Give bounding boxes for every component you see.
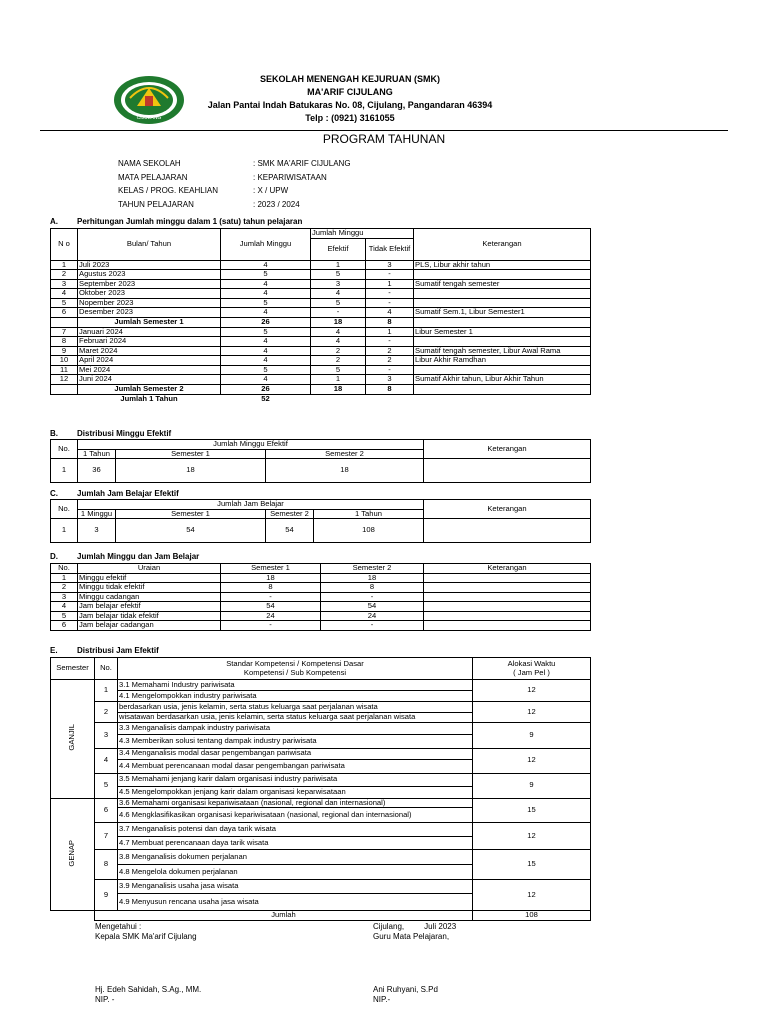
cell-month: April 2024 (78, 356, 221, 366)
cell-hours: 15 (473, 798, 591, 823)
cell-year: 36 (78, 459, 116, 483)
identity-label: TAHUN PELAJARAN (118, 199, 194, 209)
cell-month: Juni 2024 (78, 375, 221, 385)
cell-notes (414, 365, 591, 375)
cell-notes (424, 592, 591, 602)
table-row (51, 337, 591, 347)
table-row (51, 375, 591, 385)
cell-effective: 5 (311, 298, 366, 308)
cell-not-effective: 3 (366, 375, 414, 385)
cell-weeks: 5 (221, 270, 311, 280)
table-row (51, 365, 591, 375)
cell-notes: Sumatif tengah semester, Libur Awal Rama (414, 346, 591, 356)
cell-notes (424, 583, 591, 593)
cell-effective: 3 (311, 279, 366, 289)
table-row (51, 346, 591, 356)
cell-semester-2: - (321, 621, 424, 631)
cell-weeks: 4 (221, 375, 311, 385)
cell-notes: Sumatif Sem.1, Libur Semester1 (414, 308, 591, 318)
cell-competency: 3.7 Menganalisis potensi dan daya tarik wisata (118, 823, 473, 837)
cell-no: 1 (51, 459, 78, 483)
cell-notes: Libur Akhir Ramdhan (414, 356, 591, 366)
cell-notes (424, 611, 591, 621)
cell-notes (414, 337, 591, 347)
col-header-no: No. (51, 500, 78, 519)
school-logo-icon (112, 74, 186, 126)
cell-no: 5 (95, 773, 118, 798)
cell-month: Maret 2024 (78, 346, 221, 356)
section-title: Distribusi Minggu Efektif (77, 429, 172, 438)
cell-not-effective: 2 (366, 356, 414, 366)
identity-label: NAMA SEKOLAH (118, 159, 181, 168)
table-row (51, 583, 591, 593)
cell-no: 4 (95, 748, 118, 773)
table-row (51, 611, 591, 621)
cell-notes (414, 270, 591, 280)
cell-description: Jam belajar cadangan (78, 621, 221, 631)
col-header-week: 1 Minggu (78, 509, 116, 519)
section-d-heading (50, 552, 199, 561)
table-row (51, 298, 591, 308)
weeks-table (50, 228, 591, 404)
cell-weeks: 4 (221, 337, 311, 347)
cell-no: 9 (51, 346, 78, 356)
cell-description: Jam belajar tidak efektif (78, 611, 221, 621)
cell-semester-2: 54 (321, 602, 424, 612)
table-row (51, 308, 591, 318)
col-header-notes: Keterangan (424, 564, 591, 574)
col-header-semester-1: Semester 1 (116, 509, 266, 519)
total-hours: 108 (473, 911, 591, 921)
identity-value: : X / UPW (253, 186, 289, 195)
cell-semester-2: 18 (321, 573, 424, 583)
cell-no: 4 (51, 602, 78, 612)
cell-no: 11 (51, 365, 78, 375)
semester-genap-label: GENAP (67, 839, 77, 867)
col-header-effective: Efektif (311, 238, 366, 260)
cell-description: Minggu cadangan (78, 592, 221, 602)
signature-right-role: Guru Mata Pelajaran, (373, 932, 450, 941)
cell-effective: 4 (311, 337, 366, 347)
cell-hours: 9 (473, 773, 591, 798)
col-header-no: No. (51, 440, 78, 459)
signature-left-nip: NIP. - (95, 995, 115, 1004)
cell-semester-1: 24 (221, 611, 321, 621)
table-row (51, 279, 591, 289)
col-header-semester-2: Semester 2 (266, 449, 424, 459)
cell-competency: 3.4 Menganalisis modal dasar pengembangan pariwisata (118, 748, 473, 759)
header-allocation-line-2: ( Jam Pel ) (513, 667, 550, 677)
table-row (51, 356, 591, 366)
cell-weeks: 4 (221, 279, 311, 289)
col-header-semester: Semester (51, 658, 95, 680)
col-header-semester-1: Semester 1 (221, 564, 321, 574)
cell-notes (424, 573, 591, 583)
cell-semester-1: 54 (221, 602, 321, 612)
effective-weeks-table (50, 439, 591, 483)
cell-notes (414, 289, 591, 299)
col-header-weeks-group: Jumlah Minggu (311, 229, 414, 239)
cell-sub-competency: 4.6 Mengklasifikasikan organisasi kepariwisataan (nasional, regional dan internasional) (118, 808, 473, 823)
cell-semester-2: 54 (266, 519, 314, 543)
cell-no: 3 (95, 722, 118, 748)
col-header-weeks: Jumlah Minggu (221, 229, 311, 261)
identity-label: MATA PELAJARAN (118, 172, 188, 182)
cell-description: Minggu efektif (78, 573, 221, 583)
section-e-heading (50, 646, 159, 655)
cell-no: 3 (51, 279, 78, 289)
col-header-month: Bulan/ Tahun (78, 229, 221, 261)
cell-notes: Libur Semester 1 (414, 327, 591, 337)
cell-not-effective: 1 (366, 279, 414, 289)
cell-hours: 12 (473, 748, 591, 773)
cell-competency: 3.3 Menganalisis dampak industry pariwisata (118, 722, 473, 734)
cell-semester-1: 54 (116, 519, 266, 543)
semester-1-total-weeks: 26 (221, 317, 311, 327)
table-row (51, 702, 591, 713)
section-title: Jumlah Minggu dan Jam Belajar (77, 552, 200, 561)
cell-week: 3 (78, 519, 116, 543)
cell-month: Agustus 2023 (78, 270, 221, 280)
cell-month: September 2023 (78, 279, 221, 289)
signature-left-name: Hj. Edeh Sahidah, S.Ag., MM. (95, 985, 202, 994)
col-header-not-effective: Tidak Efektif (366, 238, 414, 260)
cell-notes (414, 298, 591, 308)
cell-not-effective: - (366, 365, 414, 375)
table-row (51, 602, 591, 612)
signature-left-caption: Mengetahui : (95, 922, 142, 931)
section-letter: C. (50, 489, 58, 498)
weeks-hours-table (50, 563, 591, 631)
signature-left (95, 922, 201, 1005)
cell-hours: 9 (473, 722, 591, 748)
cell-weeks: 4 (221, 308, 311, 318)
cell-sub-competency: 4.3 Memberikan solusi tentang dampak industry pariwisata (118, 734, 473, 748)
identity-row (118, 157, 351, 171)
signature-place: Cijulang, (373, 922, 405, 931)
identity-value: : KEPARIWISATAAN (253, 172, 327, 182)
col-header-notes: Keterangan (424, 500, 591, 519)
col-header-semester-2: Semester 2 (321, 564, 424, 574)
cell-effective: 5 (311, 365, 366, 375)
cell-no: 10 (51, 356, 78, 366)
semester-1-total-effective: 18 (311, 317, 366, 327)
cell-notes: Sumatif Akhir tahun, Libur Akhir Tahun (414, 375, 591, 385)
cell-hours: 12 (473, 880, 591, 911)
cell-sub-competency: 4.5 Mengelompokkan jenjang karir dalam organisasi keparwisataan (118, 786, 473, 798)
cell-sub-competency: wisatawan berdasarkan usia, jenis kelamin, serta status keluarga saat perjalanan wisata (118, 713, 473, 723)
section-title: Perhitungan Jumlah minggu dalam 1 (satu) tahun pelajaran (77, 217, 303, 226)
cell-sub-competency: 4.8 Mengelola dokumen perjalanan (118, 865, 473, 880)
table-row (51, 823, 591, 837)
section-letter: B. (50, 429, 58, 438)
cell-semester-1: 18 (221, 573, 321, 583)
semester-ganjil-label: GANJIL (67, 724, 77, 751)
cell-not-effective: - (366, 337, 414, 347)
year-total-weeks: 52 (261, 394, 270, 403)
cell-competency: 3.8 Menganalisis dokumen perjalanan (118, 850, 473, 865)
cell-weeks: 4 (221, 289, 311, 299)
col-header-no: N o (51, 229, 78, 261)
cell-effective: 2 (311, 346, 366, 356)
section-c-heading (50, 489, 179, 498)
identity-value: : 2023 / 2024 (253, 199, 300, 209)
cell-no: 1 (95, 680, 118, 702)
col-header-no: No. (51, 564, 78, 574)
col-header-time-allocation (473, 658, 591, 680)
cell-not-effective: 1 (366, 327, 414, 337)
page-title: PROGRAM TAHUNAN (322, 132, 446, 146)
signature-left-role: Kepala SMK Ma'arif Cijulang (95, 932, 197, 941)
cell-notes (424, 621, 591, 631)
col-header-standard (118, 658, 473, 680)
table-row (51, 798, 591, 808)
cell-semester-1: - (221, 621, 321, 631)
table-row (51, 850, 591, 865)
col-header-description: Uraian (78, 564, 221, 574)
col-header-study-hours: Jumlah Jam Belajar (78, 500, 424, 510)
identity-value: : SMK MA'ARIF CIJULANG (253, 159, 351, 168)
table-row (51, 270, 591, 280)
semester-2-total-not-effective: 8 (366, 384, 414, 394)
identity-row (118, 198, 351, 212)
header-standard-line-1: Standar Kompetensi / Kompetensi Dasar (226, 659, 364, 668)
cell-semester-2: - (321, 592, 424, 602)
table-row (51, 748, 591, 759)
cell-hours: 12 (473, 702, 591, 723)
cell-semester-2: 18 (266, 459, 424, 483)
cell-weeks: 4 (221, 260, 311, 270)
logo-text: CIJULANG (136, 115, 162, 121)
table-row (51, 327, 591, 337)
table-row (51, 519, 591, 543)
section-letter: A. (50, 217, 58, 226)
cell-semester-1: 8 (221, 583, 321, 593)
cell-weeks: 5 (221, 298, 311, 308)
cell-competency: berdasarkan usia, jenis kelamin, serta status keluarga saat perjalanan wisata (118, 702, 473, 713)
identity-block (118, 157, 351, 211)
cell-year: 108 (314, 519, 424, 543)
hour-distribution-table (50, 657, 591, 921)
table-row (51, 621, 591, 631)
cell-no: 5 (51, 611, 78, 621)
signature-right-name: Ani Ruhyani, S.Pd (373, 985, 438, 994)
cell-semester-1: 18 (116, 459, 266, 483)
cell-description: Jam belajar efektif (78, 602, 221, 612)
signature-right-nip: NIP.- (373, 995, 391, 1004)
cell-month: Juli 2023 (78, 260, 221, 270)
cell-no: 6 (51, 621, 78, 631)
cell-competency: 3.6 Memahami organisasi kepariwisataan (nasional, regional dan internasional) (118, 798, 473, 808)
col-header-semester-1: Semester 1 (116, 449, 266, 459)
cell-sub-competency: 4.9 Menyusun rencana usaha jasa wisata (118, 894, 473, 911)
col-header-notes: Keterangan (414, 229, 591, 261)
cell-semester-1: - (221, 592, 321, 602)
cell-sub-competency: 4.4 Membuat perencanaan modal dasar pengembangan pariwisata (118, 759, 473, 773)
school-type: SEKOLAH MENENGAH KEJURUAN (SMK) (259, 74, 440, 84)
identity-row (118, 171, 351, 185)
cell-no: 6 (51, 308, 78, 318)
section-title: Jumlah Jam Belajar Efektif (77, 489, 179, 498)
col-header-notes: Keterangan (424, 440, 591, 459)
cell-competency: 3.9 Menganalisis usaha jasa wisata (118, 880, 473, 894)
cell-no: 3 (51, 592, 78, 602)
cell-no: 2 (51, 270, 78, 280)
cell-not-effective: - (366, 298, 414, 308)
cell-effective: 4 (311, 327, 366, 337)
cell-not-effective: - (366, 270, 414, 280)
section-letter: D. (50, 552, 58, 561)
semester-2-total-effective: 18 (311, 384, 366, 394)
cell-competency: 3.5 Memahami jenjang karir dalam organisasi industry pariwisata (118, 773, 473, 786)
table-row (51, 260, 591, 270)
cell-no: 2 (95, 702, 118, 723)
cell-notes (424, 602, 591, 612)
header-allocation-line-1: Alokasi Waktu (507, 659, 556, 668)
semester-1-total-not-effective: 8 (366, 317, 414, 327)
year-total-label: Jumlah 1 Tahun (120, 394, 178, 403)
semester-2-total-weeks: 26 (221, 384, 311, 394)
cell-no: 7 (51, 327, 78, 337)
cell-no: 1 (51, 260, 78, 270)
cell-no: 2 (51, 583, 78, 593)
identity-row (118, 184, 351, 198)
cell-no: 1 (51, 519, 78, 543)
signature-right (373, 922, 456, 1005)
semester-ganjil-cell (51, 680, 95, 799)
cell-hours: 15 (473, 850, 591, 880)
identity-label: KELAS / PROG. KEAHLIAN (118, 186, 219, 195)
cell-weeks: 5 (221, 327, 311, 337)
col-header-year: 1 Tahun (78, 449, 116, 459)
section-letter: E. (50, 646, 58, 655)
cell-hours: 12 (473, 823, 591, 850)
cell-month: Januari 2024 (78, 327, 221, 337)
cell-weeks: 4 (221, 356, 311, 366)
cell-month: Nopember 2023 (78, 298, 221, 308)
cell-not-effective: - (366, 289, 414, 299)
cell-weeks: 5 (221, 365, 311, 375)
col-header-year: 1 Tahun (314, 509, 424, 519)
cell-description: Minggu tidak efektif (78, 583, 221, 593)
cell-weeks: 4 (221, 346, 311, 356)
cell-month: Mei 2024 (78, 365, 221, 375)
table-row (51, 880, 591, 894)
cell-competency: 3.1 Memahami Industry pariwisata (118, 680, 473, 691)
table-row (51, 680, 591, 691)
col-header-no: No. (95, 658, 118, 680)
table-row (51, 289, 591, 299)
school-address: Jalan Pantai Indah Batukaras No. 08, Cijulang, Pangandaran 46394 (207, 100, 493, 110)
cell-notes: Sumatif tengah semester (414, 279, 591, 289)
table-row (51, 573, 591, 583)
signature-date: Juli 2023 (424, 922, 457, 931)
cell-semester-2: 24 (321, 611, 424, 621)
cell-semester-2: 8 (321, 583, 424, 593)
cell-effective: 5 (311, 270, 366, 280)
cell-no: 4 (51, 289, 78, 299)
school-name: MA'ARIF CIJULANG (307, 87, 393, 97)
section-b-heading (50, 429, 171, 438)
cell-hours: 12 (473, 680, 591, 702)
cell-effective: 2 (311, 356, 366, 366)
cell-no: 12 (51, 375, 78, 385)
study-hours-table (50, 499, 591, 543)
cell-effective: - (311, 308, 366, 318)
cell-no: 6 (95, 798, 118, 823)
cell-effective: 1 (311, 375, 366, 385)
col-header-effective-weeks: Jumlah Minggu Efektif (78, 440, 424, 450)
cell-no: 8 (95, 850, 118, 880)
header-rule (40, 130, 728, 131)
cell-not-effective: 4 (366, 308, 414, 318)
cell-month: Februari 2024 (78, 337, 221, 347)
cell-not-effective: 2 (366, 346, 414, 356)
section-a-heading (50, 217, 302, 226)
cell-no: 5 (51, 298, 78, 308)
cell-effective: 1 (311, 260, 366, 270)
school-phone: Telp : (0921) 3161055 (305, 113, 395, 123)
table-row (51, 773, 591, 786)
semester-1-total-label: Jumlah Semester 1 (78, 317, 221, 327)
cell-month: Desember 2023 (78, 308, 221, 318)
cell-notes: PLS, Libur akhir tahun (414, 260, 591, 270)
cell-no: 1 (51, 573, 78, 583)
cell-no: 9 (95, 880, 118, 911)
cell-no: 7 (95, 823, 118, 850)
semester-2-total-label: Jumlah Semester 2 (78, 384, 221, 394)
table-row (51, 722, 591, 734)
cell-no: 8 (51, 337, 78, 347)
cell-month: Oktober 2023 (78, 289, 221, 299)
cell-sub-competency: 4.1 Mengelompokkan industry pariwisata (118, 691, 473, 702)
total-label: Jumlah (95, 911, 473, 921)
semester-genap-cell (51, 798, 95, 911)
section-title: Distribusi Jam Efektif (77, 646, 159, 655)
table-row (51, 459, 591, 483)
table-row (51, 592, 591, 602)
cell-effective: 4 (311, 289, 366, 299)
col-header-semester-2: Semester 2 (266, 509, 314, 519)
cell-sub-competency: 4.7 Membuat perencanaan daya tarik wisata (118, 837, 473, 850)
header-standard-line-2: Kompetensi / Sub Kompetensi (243, 667, 347, 677)
cell-not-effective: 3 (366, 260, 414, 270)
